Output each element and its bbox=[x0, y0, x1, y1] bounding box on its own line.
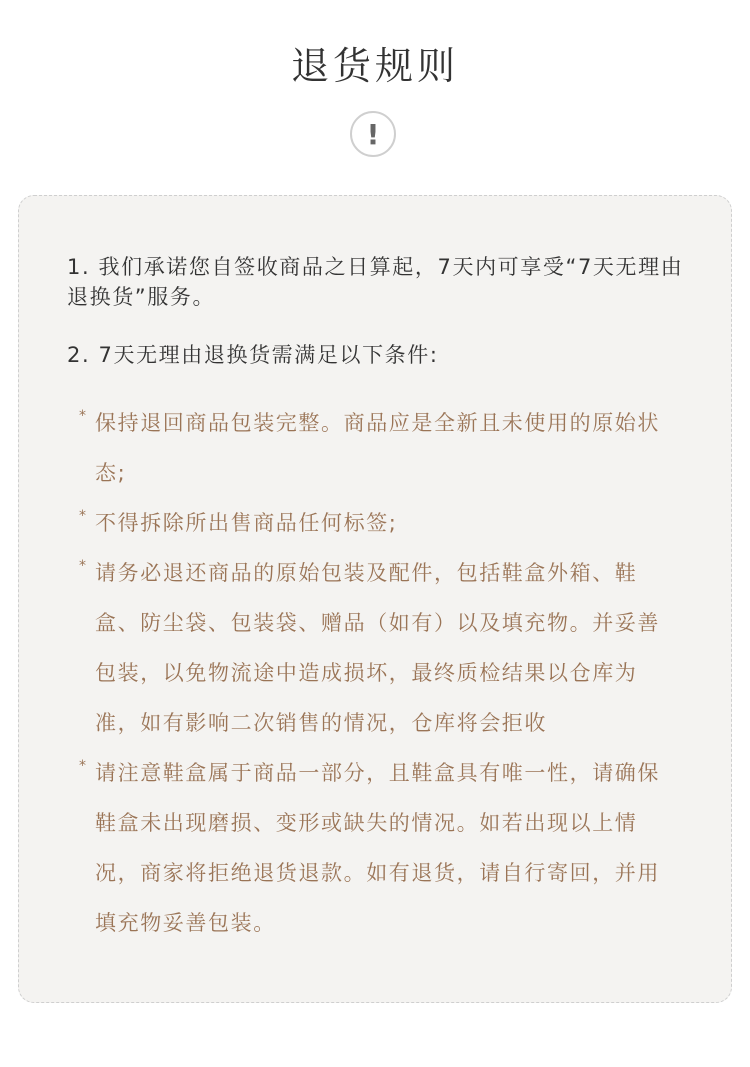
bullet-star-icon: * bbox=[79, 758, 86, 774]
rule-item-2: 2. 7天无理由退换货需满足以下条件: bbox=[67, 343, 439, 367]
bullet-star-icon: * bbox=[79, 558, 86, 574]
rules-card bbox=[18, 195, 732, 1003]
condition-text: 保持退回商品包装完整。商品应是全新且未使用的原始状态; bbox=[95, 411, 660, 485]
condition-item-3 bbox=[67, 558, 667, 748]
condition-item-1 bbox=[67, 408, 667, 498]
condition-item-2 bbox=[67, 508, 667, 548]
page-title: 退货规则 bbox=[290, 44, 459, 88]
rule-item-1: 1. 我们承诺您自签收商品之日算起，7天内可享受“7天无理由退换货”服务。 bbox=[67, 255, 684, 309]
bullet-star-icon: * bbox=[79, 408, 86, 424]
bullet-star-icon: * bbox=[79, 508, 86, 524]
condition-text: 请注意鞋盒属于商品一部分，且鞋盒具有唯一性，请确保鞋盒未出现磨损、变形或缺失的情况。如若出现以上情况，商家将拒绝退货退款。如有退货，请自行寄回，并用填充物妥善包装。 bbox=[95, 761, 660, 935]
condition-item-4 bbox=[67, 758, 667, 948]
condition-text: 不得拆除所出售商品任何标签; bbox=[95, 511, 398, 535]
exclamation-glyph: ! bbox=[366, 117, 380, 151]
exclamation-icon bbox=[350, 111, 396, 157]
condition-text: 请务必退还商品的原始包装及配件，包括鞋盒外箱、鞋盒、防尘袋、包装袋、赠品（如有）以及填充物。并妥善包装，以免物流途中造成损坏，最终质检结果以仓库为准，如有影响二次销售的情况，仓库将会拒收 bbox=[95, 561, 660, 735]
